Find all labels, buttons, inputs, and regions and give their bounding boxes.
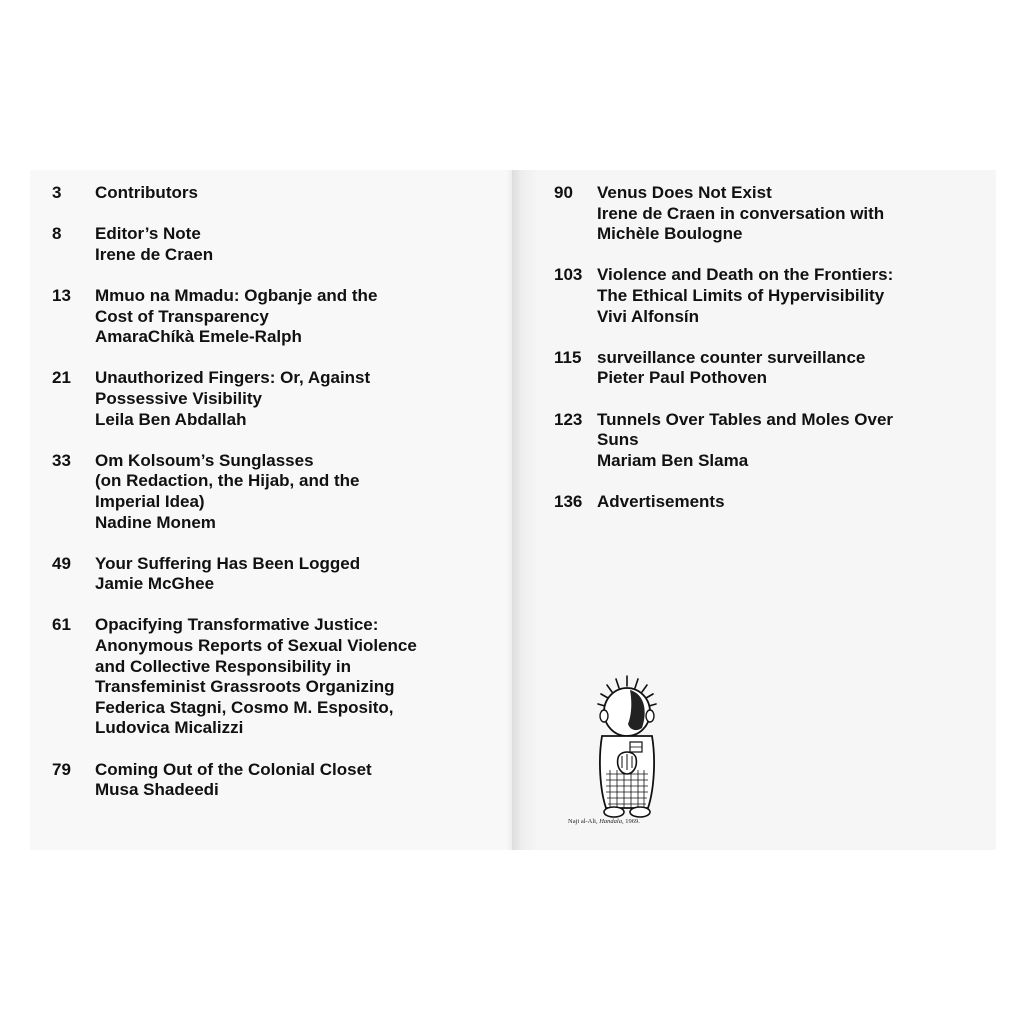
toc-entry-title-line: Opacifying Transformative Justice: — [95, 615, 379, 635]
toc-page-number: 123 — [554, 409, 583, 429]
toc-entry-text — [597, 183, 984, 245]
toc-entry-title-line: Editor’s Note — [95, 224, 201, 244]
toc-entry-text — [597, 348, 984, 389]
toc-entry-author-or-line: Michèle Boulogne — [597, 224, 743, 244]
toc-entry — [52, 451, 492, 533]
toc-page-number: 136 — [554, 491, 583, 511]
toc-entry-author-or-line: Irene de Craen — [95, 244, 214, 264]
toc-entry-author-or-line: Vivi Alfonsín — [597, 306, 700, 326]
toc-page-number: 8 — [52, 224, 62, 244]
caption-author: Naji al-Ali, — [568, 818, 600, 825]
table-of-contents-right — [554, 183, 984, 533]
handala-drawing-icon — [572, 670, 682, 830]
toc-page-number: 103 — [554, 265, 583, 285]
toc-entry-title-line: Tunnels Over Tables and Moles Over — [597, 409, 894, 429]
toc-entry-author-or-line: Pieter Paul Pothoven — [597, 368, 768, 388]
toc-entry-title-line: Cost of Transparency — [95, 306, 269, 326]
toc-entry-text — [597, 410, 984, 472]
toc-entry — [52, 286, 492, 348]
toc-page-number: 21 — [52, 368, 71, 388]
toc-entry-title-line: Venus Does Not Exist — [597, 183, 772, 202]
toc-entry-author-or-line: Musa Shadeedi — [95, 780, 219, 800]
toc-page-number: 61 — [52, 615, 71, 635]
toc-page-number: 90 — [554, 183, 573, 202]
toc-page-number: 49 — [52, 553, 71, 573]
toc-entry-author-or-line: Nadine Monem — [95, 512, 216, 532]
toc-entry-title-line: Suns — [597, 430, 639, 450]
caption-title: Handala — [599, 818, 622, 825]
toc-entry-text — [95, 368, 492, 430]
toc-entry-text — [597, 265, 984, 327]
toc-entry-title-line: (on Redaction, the Hijab, and the — [95, 471, 360, 491]
toc-entry-title-line: Violence and Death on the Frontiers: — [597, 265, 894, 285]
toc-entry — [554, 348, 984, 389]
toc-entry-title-line: Mmuo na Mmadu: Ogbanje and the — [95, 285, 378, 305]
toc-entry-text — [597, 492, 984, 513]
toc-entry-author-or-line: Leila Ben Abdallah — [95, 409, 247, 429]
illustration-caption — [568, 818, 640, 825]
toc-entry — [554, 183, 984, 245]
toc-entry — [52, 224, 492, 265]
toc-entry-text — [95, 224, 492, 265]
toc-entry-title-line: The Ethical Limits of Hypervisibility — [597, 285, 885, 305]
toc-entry-text — [95, 451, 492, 533]
toc-entry — [554, 265, 984, 327]
toc-entry-author-or-line: Ludovica Micalizzi — [95, 718, 244, 738]
toc-entry — [52, 183, 492, 204]
toc-page-number: 33 — [52, 450, 71, 470]
toc-entry-title-line: Irene de Craen in conversation with — [597, 203, 885, 223]
toc-entry-text — [95, 554, 492, 595]
toc-entry-text — [95, 615, 492, 739]
toc-page-number: 115 — [554, 347, 582, 367]
toc-page-number: 79 — [52, 759, 71, 779]
toc-entry — [52, 760, 492, 801]
toc-entry-title-line: Transfeminist Grassroots Organizing — [95, 677, 395, 697]
toc-entry — [52, 615, 492, 739]
toc-entry-title-line: Your Suffering Has Been Logged — [95, 553, 361, 573]
toc-entry-title-line: Unauthorized Fingers: Or, Against — [95, 368, 371, 388]
toc-entry-title-line: surveillance counter surveillance — [597, 347, 866, 367]
toc-entry-title-line: Anonymous Reports of Sexual Violence — [95, 636, 417, 656]
toc-entry-text — [95, 760, 492, 801]
toc-entry-title-line: Advertisements — [597, 491, 725, 511]
caption-year: , 1969. — [621, 818, 640, 825]
toc-entry — [554, 410, 984, 472]
toc-entry-author-or-line: Jamie McGhee — [95, 574, 215, 594]
right-page — [512, 170, 996, 850]
toc-entry — [554, 492, 984, 513]
toc-page-number: 13 — [52, 285, 71, 305]
gutter-shadow — [512, 170, 538, 850]
toc-entry-title-line: Coming Out of the Colonial Closet — [95, 759, 372, 779]
toc-entry-title-line: Contributors — [95, 183, 198, 202]
toc-entry-text — [95, 183, 492, 204]
toc-entry-title-line: Imperial Idea) — [95, 491, 205, 511]
toc-entry — [52, 368, 492, 430]
toc-entry-author-or-line: AmaraChíkà Emele-Ralph — [95, 327, 302, 347]
book-spread — [30, 170, 996, 850]
toc-entry-author-or-line: Mariam Ben Slama — [597, 450, 749, 470]
toc-entry-title-line: and Collective Responsibility in — [95, 656, 351, 676]
toc-entry-title-line: Om Kolsoum’s Sunglasses — [95, 450, 314, 470]
toc-entry-title-line: Possessive Visibility — [95, 388, 262, 408]
toc-entry-title-line: Federica Stagni, Cosmo M. Esposito, — [95, 697, 394, 717]
toc-entry — [52, 554, 492, 595]
left-page — [30, 170, 512, 850]
table-of-contents-left — [52, 183, 492, 821]
toc-page-number: 3 — [52, 183, 62, 202]
toc-entry-text — [95, 286, 492, 348]
